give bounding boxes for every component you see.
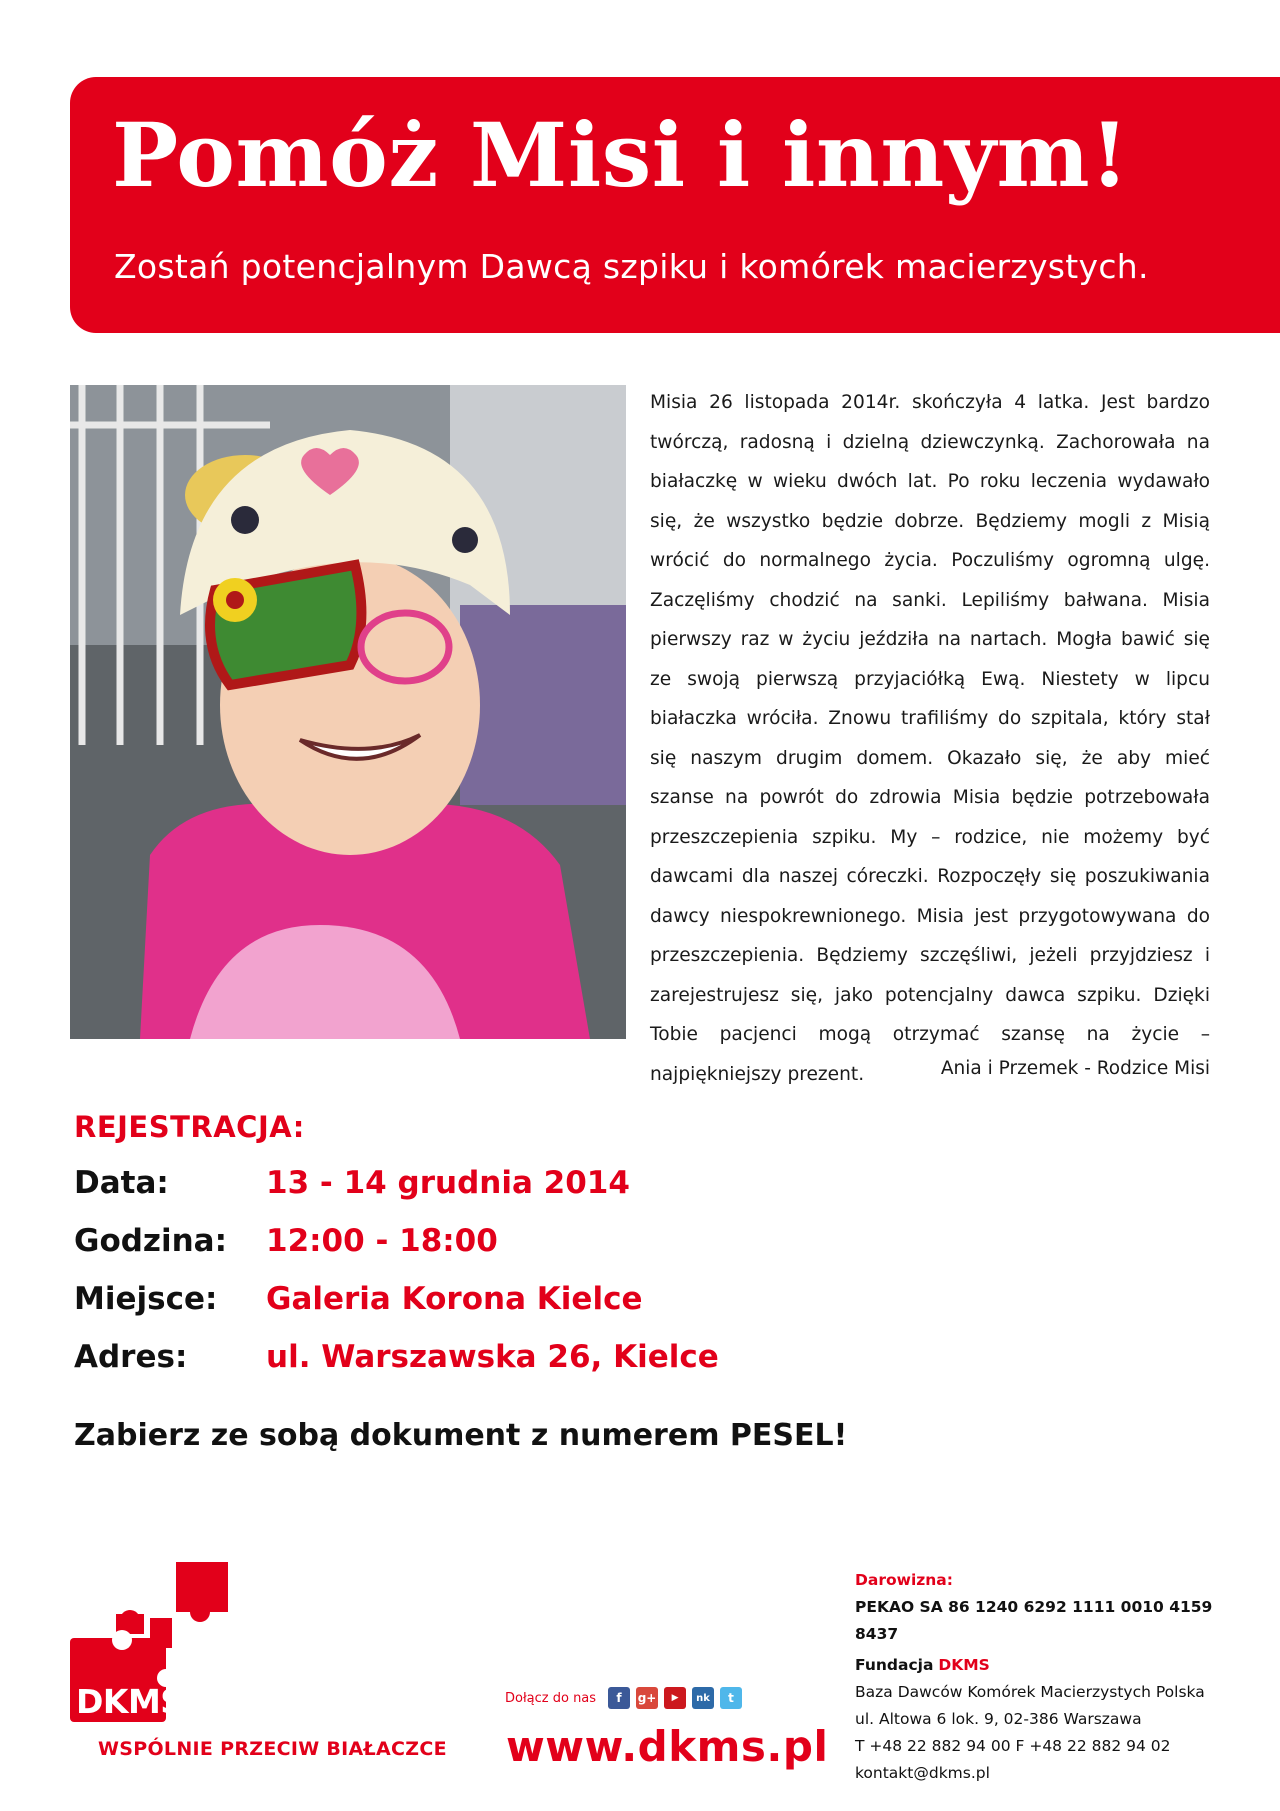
header-banner [70,77,1280,333]
registration-label: Adres: [74,1339,188,1375]
website-link[interactable]: www.dkms.pl [506,1722,829,1771]
twitter-icon[interactable]: t [720,1687,742,1709]
organization-name: Baza Dawców Komórek Macierzystych Polska [855,1683,1205,1701]
bank-account: PEKAO SA 86 1240 6292 1111 0010 4159 8437 [855,1598,1213,1643]
logo-text: DKMS [76,1682,184,1721]
facebook-icon[interactable]: f [608,1687,630,1709]
organization-phones: T +48 22 882 94 00 F +48 22 882 94 02 [855,1737,1171,1755]
story-signature: Ania i Przemek - Rodzice Misi [940,1058,1210,1079]
story-text: Misia 26 listopada 2014r. skończyła 4 latka. Jest bardzo twórczą, radosną i dzielną dziewczynką. Zachorowała na białaczkę w wieku dwóch lat. Po roku leczenia wydawało się, że wszystko będzie dobrze. Będziemy mogli z Misią wrócić do normalnego życia. Poczuliśmy ogromną ulgę. Zaczęliśmy chodzić na sanki. Lepiliśmy bałwana. Misia pierwszy raz w życiu jeździła na nartach. Mogła bawić się ze swoją pierwszą przyjaciółką Ewą. Niestety w lipcu białaczka wróciła. Znowu trafiliśmy do szpitala, który stał się naszym drugim domem. Okazało się, że aby mieć szanse na powrót do zdrowia Misia będzie potrzebowała przeszczepienia szpiku. My – rodzice, nie możemy być dawcami dla naszej córeczki. Rozpoczęły się poszukiwania dawcy niespokrewnionego. Misia jest przygotowywana do przeszczepienia. Będziemy szczęśliwi, jeżeli przyjdziesz i zarejestrujesz się, jako potencjalny dawca szpiku. Dzięki Tobie pacjenci mogą otrzymać szansę na życie – najpiękniejszy prezent. [650,392,1210,1085]
registration-heading: REJESTRACJA: [74,1110,305,1144]
registration-label: Data: [74,1165,169,1201]
foundation-line [855,1652,1255,1679]
youtube-icon[interactable]: ▶ [664,1687,686,1709]
organization-address: ul. Altowa 6 lok. 9, 02-386 Warszawa [855,1710,1142,1728]
nk-icon[interactable]: nk [692,1687,714,1709]
registration-value: 13 - 14 grudnia 2014 [266,1165,630,1201]
donation-info [855,1567,1255,1787]
pesel-note: Zabierz ze sobą dokument z numerem PESEL! [74,1418,848,1453]
child-photo [70,385,626,1039]
page-title: Pomóż Misi i innym! [112,103,1130,207]
page-subtitle: Zostań potencjalnym Dawcą szpiku i komórek macierzystych. [114,247,1149,286]
social-links [505,1687,742,1709]
join-label: Dołącz do nas [505,1690,597,1706]
logo-tagline: WSPÓLNIE PRZECIW BIAŁACZCE [98,1738,447,1760]
registration-value: ul. Warszawska 26, Kielce [266,1339,719,1375]
dkms-logo [66,1558,236,1728]
registration-value: Galeria Korona Kielce [266,1281,643,1317]
google-plus-icon[interactable]: g+ [636,1687,658,1709]
foundation-name: DKMS [938,1656,990,1674]
registration-value: 12:00 - 18:00 [266,1223,498,1259]
registration-label: Godzina: [74,1223,227,1259]
donation-heading: Darowizna: [855,1571,953,1589]
foundation-prefix: Fundacja [855,1656,934,1674]
registration-label: Miejsce: [74,1281,218,1317]
organization-email[interactable]: kontakt@dkms.pl [855,1764,990,1782]
